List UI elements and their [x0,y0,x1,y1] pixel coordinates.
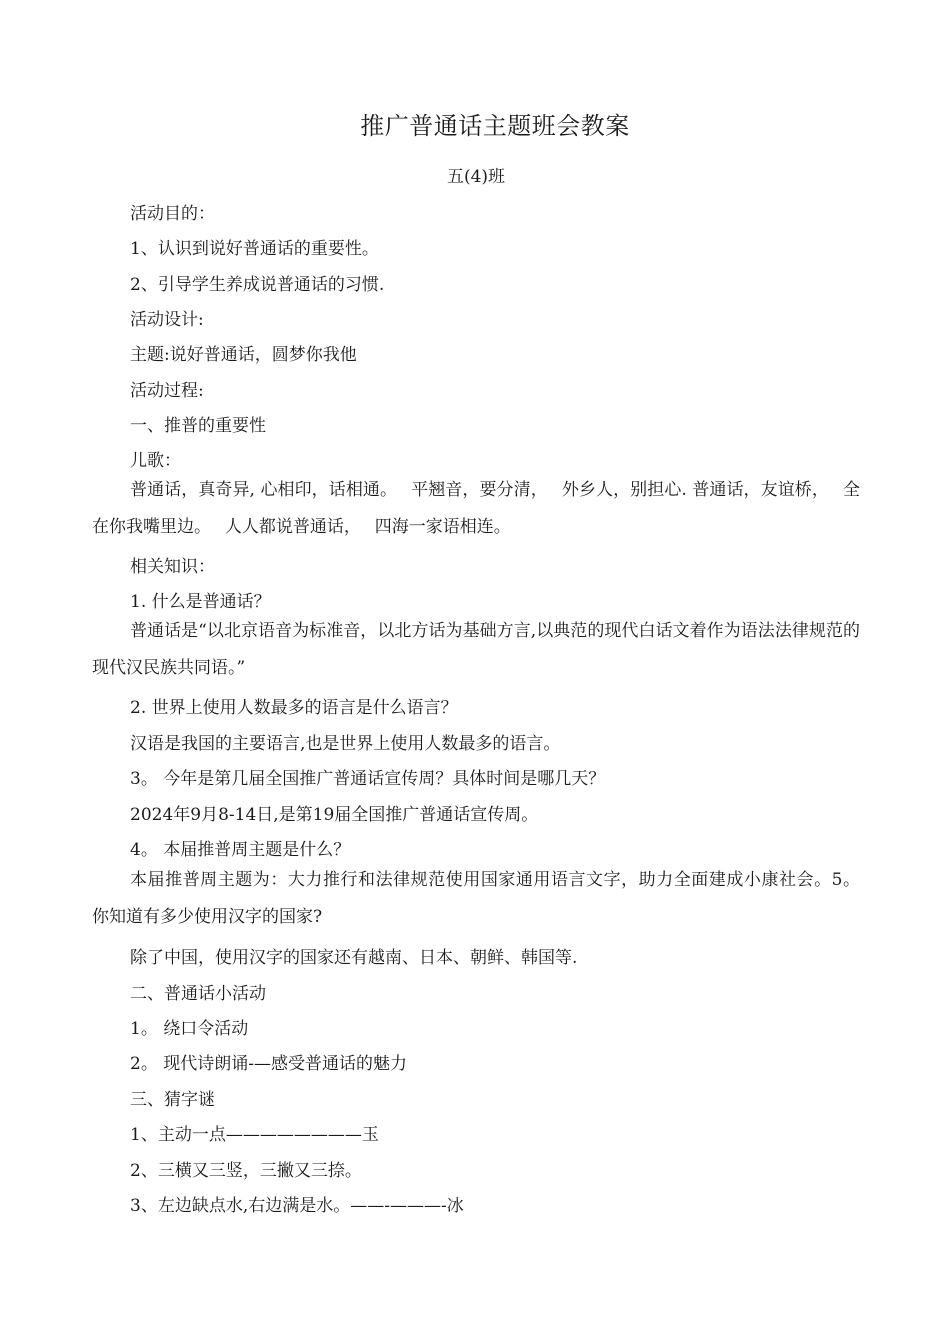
text-line: 三、猜字谜 [130,1090,215,1110]
text-paragraph: 普通话，真奇异, 心相印，话相通。 平翘音，要分清， 外乡人，别担心. 普通话，友谊桥， 全在你我嘴里边。 人人都说普通话， 四海一家语相连。 [92,480,860,537]
class-name: 五(4)班 [446,167,506,187]
text-line: 2. 世界上使用人数最多的语言是什么语言？ [130,698,458,718]
text-line: 汉语是我国的主要语言,也是世界上使用人数最多的语言。 [130,734,561,754]
text-line: 3、左边缺点水,右边满是水。——-———-冰 [130,1196,464,1216]
text-line: 1. 什么是普通话？ [130,592,271,612]
document-title: 推广普通话主题班会教案 [360,112,630,140]
text-paragraph: 普通话是“以北京语音为标准音，以北方话为基础方言,以典范的现代白话文着作为语法法律规范的现代汉民族共同语。” [92,621,860,678]
text-line: 主题:说好普通话，圆梦你我他 [130,345,357,365]
text-line: 2、三横又三竖，三撇又三捺。 [130,1161,362,1181]
text-line: 1、主动一点————————玉 [130,1125,379,1145]
text-paragraph: 本届推普周主题为：大力推行和法律规范使用国家通用语言文字，助力全面建成小康社会。5。 你知道有多少使用汉字的国家? [92,870,860,927]
text-line: 活动目的： [130,204,215,224]
text-line: 儿歌： [130,451,181,471]
text-line: 活动过程: [130,381,204,401]
text-line: 1、认识到说好普通话的重要性。 [130,239,379,259]
text-line: 活动设计: [130,310,204,330]
text-line: 2024年9月8-14日,是第19届全国推广普通话宣传周。 [130,805,539,825]
text-line: 2、引导学生养成说普通话的习惯. [130,275,385,295]
text-line: 3。 今年是第几届全国推广普通话宣传周？具体时间是哪几天？ [130,769,606,789]
text-line: 相关知识： [130,557,215,577]
text-line: 一、推普的重要性 [130,416,266,436]
text-line: 4。 本届推普周主题是什么？ [130,840,351,860]
text-line: 1。 绕口令活动 [130,1019,249,1039]
text-line: 除了中国，使用汉字的国家还有越南、日本、朝鲜、韩国等. [130,948,578,968]
text-line: 二、普通话小活动 [130,984,266,1004]
text-line: 2。 现代诗朗诵-—感受普通话的魅力 [130,1054,407,1074]
